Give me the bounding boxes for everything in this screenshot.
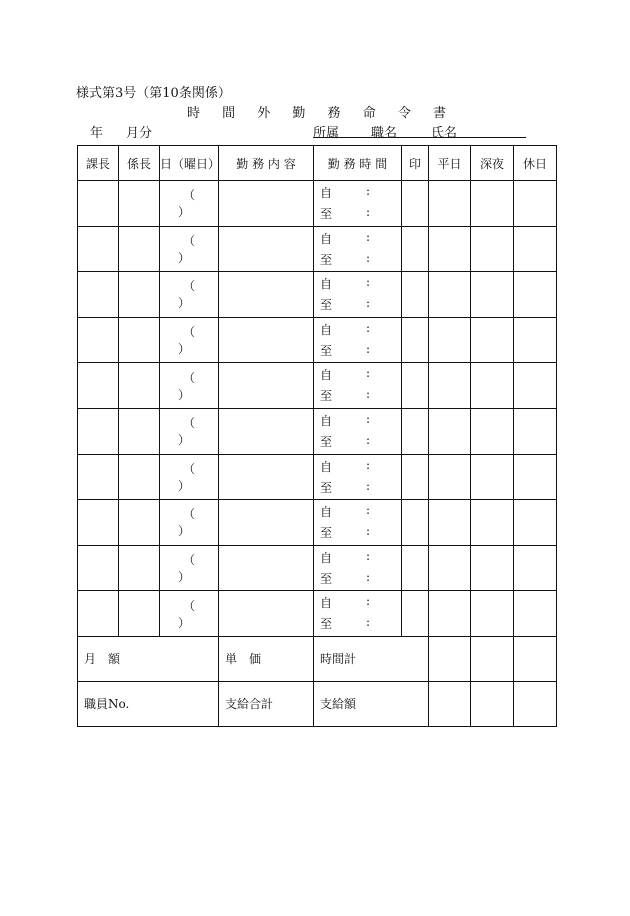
weekday-cell[interactable] bbox=[429, 454, 471, 500]
month-label: 月分 bbox=[126, 126, 153, 141]
summary-row bbox=[78, 636, 557, 681]
seal-cell[interactable] bbox=[402, 545, 429, 591]
section-chief-stamp-cell[interactable] bbox=[78, 226, 119, 272]
work-time-cell[interactable] bbox=[314, 363, 402, 409]
night-cell[interactable] bbox=[471, 363, 514, 409]
time-to-line bbox=[320, 250, 371, 268]
seal-cell[interactable] bbox=[402, 454, 429, 500]
employee-no-cell[interactable] bbox=[78, 681, 219, 726]
night-pay-cell[interactable] bbox=[471, 681, 514, 726]
time-colon: : bbox=[366, 366, 371, 381]
work-content-cell[interactable] bbox=[219, 545, 314, 591]
unit-price-cell[interactable] bbox=[219, 636, 314, 681]
work-time-cell[interactable] bbox=[314, 181, 402, 227]
day-placeholder: （ ） bbox=[177, 325, 205, 357]
from-label: 自 bbox=[320, 459, 333, 474]
work-content-cell[interactable] bbox=[219, 591, 314, 637]
seal-cell[interactable] bbox=[402, 226, 429, 272]
column-header: 平日 bbox=[429, 146, 471, 181]
weekday-cell[interactable] bbox=[429, 181, 471, 227]
to-label: 至 bbox=[320, 617, 333, 632]
column-header: 日（曜日） bbox=[160, 146, 219, 181]
column-header: 勤 務 時 間 bbox=[314, 146, 402, 181]
payment-amount-label: 支給額 bbox=[320, 697, 357, 712]
column-header: 課長 bbox=[78, 146, 119, 181]
day-cell[interactable] bbox=[160, 454, 219, 500]
holiday-cell[interactable] bbox=[514, 408, 557, 454]
from-label: 自 bbox=[320, 550, 333, 565]
seal-cell[interactable] bbox=[402, 363, 429, 409]
time-colon: : bbox=[366, 275, 371, 290]
night-total-cell[interactable] bbox=[471, 636, 514, 681]
holiday-cell[interactable] bbox=[514, 181, 557, 227]
payment-amount-cell[interactable] bbox=[314, 681, 429, 726]
time-from-line bbox=[320, 594, 371, 611]
to-label: 至 bbox=[320, 252, 333, 267]
day-cell[interactable] bbox=[160, 591, 219, 637]
employee-no-label: 職員No. bbox=[84, 697, 130, 712]
work-time-cell[interactable] bbox=[314, 545, 402, 591]
holiday-cell[interactable] bbox=[514, 591, 557, 637]
work-content-cell[interactable] bbox=[219, 454, 314, 500]
night-cell[interactable] bbox=[471, 226, 514, 272]
time-to-line bbox=[320, 615, 371, 632]
header-row bbox=[78, 146, 557, 181]
holiday-cell[interactable] bbox=[514, 226, 557, 272]
from-label: 自 bbox=[320, 186, 333, 200]
from-label: 自 bbox=[320, 596, 333, 611]
table-row bbox=[78, 226, 557, 272]
from-label: 自 bbox=[320, 322, 333, 337]
summary-row bbox=[78, 681, 557, 726]
time-colon: : bbox=[366, 478, 371, 493]
total-hours-cell[interactable] bbox=[314, 636, 429, 681]
weekday-pay-cell[interactable] bbox=[429, 681, 471, 726]
day-placeholder: （ ） bbox=[177, 416, 205, 448]
night-cell[interactable] bbox=[471, 181, 514, 227]
work-time-cell[interactable] bbox=[314, 408, 402, 454]
time-from-line bbox=[320, 411, 371, 429]
work-content-cell[interactable] bbox=[219, 317, 314, 363]
holiday-total-cell[interactable] bbox=[514, 636, 557, 681]
weekday-cell[interactable] bbox=[429, 545, 471, 591]
affiliation-label: 所属 bbox=[313, 126, 340, 141]
time-to-line bbox=[320, 205, 371, 222]
column-header: 勤 務 内 容 bbox=[219, 146, 314, 181]
subsection-chief-stamp-cell[interactable] bbox=[119, 317, 160, 363]
day-cell[interactable] bbox=[160, 500, 219, 546]
weekday-cell[interactable] bbox=[429, 363, 471, 409]
section-chief-stamp-cell[interactable] bbox=[78, 181, 119, 227]
document-title: 時 間 外 勤 務 命 令 書 bbox=[187, 106, 455, 121]
day-cell[interactable] bbox=[160, 181, 219, 227]
weekday-cell[interactable] bbox=[429, 408, 471, 454]
work-content-cell[interactable] bbox=[219, 363, 314, 409]
work-time-cell[interactable] bbox=[314, 317, 402, 363]
work-content-cell[interactable] bbox=[219, 272, 314, 318]
table-row bbox=[78, 317, 557, 363]
time-colon: : bbox=[366, 205, 371, 219]
overtime-table bbox=[77, 145, 557, 727]
to-label: 至 bbox=[320, 207, 333, 221]
work-time-cell[interactable] bbox=[314, 272, 402, 318]
table-row bbox=[78, 454, 557, 500]
time-from-line bbox=[320, 548, 371, 566]
seal-cell[interactable] bbox=[402, 591, 429, 637]
from-label: 自 bbox=[320, 505, 333, 520]
to-label: 至 bbox=[320, 434, 333, 449]
to-label: 至 bbox=[320, 526, 333, 541]
holiday-cell[interactable] bbox=[514, 363, 557, 409]
job-title-label: 職名 bbox=[371, 126, 398, 141]
table-row bbox=[78, 363, 557, 409]
weekday-cell[interactable] bbox=[429, 591, 471, 637]
day-placeholder: （ ） bbox=[177, 461, 205, 493]
work-time-cell[interactable] bbox=[314, 226, 402, 272]
time-colon: : bbox=[366, 411, 371, 426]
time-colon: : bbox=[366, 524, 371, 539]
time-from-line bbox=[320, 184, 371, 201]
section-chief-stamp-cell[interactable] bbox=[78, 408, 119, 454]
seal-cell[interactable] bbox=[402, 408, 429, 454]
year-label: 年 bbox=[90, 126, 104, 141]
holiday-cell[interactable] bbox=[514, 545, 557, 591]
from-label: 自 bbox=[320, 277, 333, 292]
to-label: 至 bbox=[320, 389, 333, 404]
time-from-line bbox=[320, 229, 371, 247]
table-row bbox=[78, 272, 557, 318]
day-cell[interactable] bbox=[160, 545, 219, 591]
section-chief-stamp-cell[interactable] bbox=[78, 272, 119, 318]
table-row bbox=[78, 181, 557, 227]
section-chief-stamp-cell[interactable] bbox=[78, 363, 119, 409]
time-to-line bbox=[320, 432, 371, 450]
from-label: 自 bbox=[320, 231, 333, 246]
section-chief-stamp-cell[interactable] bbox=[78, 500, 119, 546]
subsection-chief-stamp-cell[interactable] bbox=[119, 500, 160, 546]
affiliation-line bbox=[313, 121, 526, 141]
subsection-chief-stamp-cell[interactable] bbox=[119, 363, 160, 409]
payment-total-label: 支給合計 bbox=[225, 697, 274, 712]
from-label: 自 bbox=[320, 413, 333, 428]
holiday-cell[interactable] bbox=[514, 500, 557, 546]
night-cell[interactable] bbox=[471, 454, 514, 500]
time-to-line bbox=[320, 569, 371, 587]
subsection-chief-stamp-cell[interactable] bbox=[119, 408, 160, 454]
night-cell[interactable] bbox=[471, 500, 514, 546]
subsection-chief-stamp-cell[interactable] bbox=[119, 454, 160, 500]
day-placeholder: （ ） bbox=[177, 370, 205, 402]
day-cell[interactable] bbox=[160, 272, 219, 318]
seal-cell[interactable] bbox=[402, 317, 429, 363]
time-colon: : bbox=[366, 341, 371, 356]
subsection-chief-stamp-cell[interactable] bbox=[119, 226, 160, 272]
time-colon: : bbox=[366, 548, 371, 563]
section-chief-stamp-cell[interactable] bbox=[78, 454, 119, 500]
night-cell[interactable] bbox=[471, 408, 514, 454]
time-colon: : bbox=[366, 250, 371, 265]
time-colon: : bbox=[366, 432, 371, 447]
time-colon: : bbox=[366, 387, 371, 402]
day-cell[interactable] bbox=[160, 408, 219, 454]
column-header: 係長 bbox=[119, 146, 160, 181]
table-row bbox=[78, 545, 557, 591]
weekday-cell[interactable] bbox=[429, 272, 471, 318]
work-content-cell[interactable] bbox=[219, 500, 314, 546]
time-colon: : bbox=[366, 594, 371, 609]
day-placeholder: （ ） bbox=[177, 553, 205, 585]
day-cell[interactable] bbox=[160, 363, 219, 409]
name-label: 氏名 bbox=[431, 126, 458, 141]
day-cell[interactable] bbox=[160, 226, 219, 272]
day-placeholder: （ ） bbox=[177, 507, 205, 539]
subsection-chief-stamp-cell[interactable] bbox=[119, 591, 160, 637]
table-row bbox=[78, 591, 557, 637]
time-from-line bbox=[320, 366, 371, 383]
section-chief-stamp-cell[interactable] bbox=[78, 545, 119, 591]
time-colon: : bbox=[366, 184, 371, 198]
night-cell[interactable] bbox=[471, 591, 514, 637]
time-from-line bbox=[320, 457, 371, 475]
monthly-amount-cell[interactable] bbox=[78, 636, 219, 681]
seal-cell[interactable] bbox=[402, 181, 429, 227]
time-to-line bbox=[320, 387, 371, 404]
night-cell[interactable] bbox=[471, 545, 514, 591]
time-to-line bbox=[320, 341, 371, 359]
time-colon: : bbox=[366, 320, 371, 335]
monthly-amount-label: 月 額 bbox=[84, 652, 121, 667]
to-label: 至 bbox=[320, 298, 333, 313]
total-hours-label: 時間計 bbox=[320, 652, 357, 667]
weekday-cell[interactable] bbox=[429, 317, 471, 363]
work-time-cell[interactable] bbox=[314, 591, 402, 637]
time-colon: : bbox=[366, 503, 371, 518]
to-label: 至 bbox=[320, 480, 333, 495]
to-label: 至 bbox=[320, 343, 333, 358]
from-label: 自 bbox=[320, 368, 333, 383]
payment-total-cell[interactable] bbox=[219, 681, 314, 726]
seal-cell[interactable] bbox=[402, 272, 429, 318]
time-colon: : bbox=[366, 296, 371, 311]
day-placeholder: （ ） bbox=[177, 598, 205, 630]
seal-cell[interactable] bbox=[402, 500, 429, 546]
form-number-label: 様式第3号（第10条関係） bbox=[76, 86, 231, 101]
day-cell[interactable] bbox=[160, 317, 219, 363]
column-header: 印 bbox=[402, 146, 429, 181]
work-time-cell[interactable] bbox=[314, 454, 402, 500]
day-placeholder: （ ） bbox=[177, 279, 205, 311]
section-chief-stamp-cell[interactable] bbox=[78, 317, 119, 363]
holiday-cell[interactable] bbox=[514, 454, 557, 500]
subsection-chief-stamp-cell[interactable] bbox=[119, 545, 160, 591]
time-from-line bbox=[320, 320, 371, 338]
subsection-chief-stamp-cell[interactable] bbox=[119, 272, 160, 318]
time-from-line bbox=[320, 503, 371, 520]
day-placeholder: （ ） bbox=[177, 188, 205, 220]
night-cell[interactable] bbox=[471, 317, 514, 363]
work-time-cell[interactable] bbox=[314, 500, 402, 546]
holiday-cell[interactable] bbox=[514, 317, 557, 363]
time-colon: : bbox=[366, 615, 371, 630]
time-to-line bbox=[320, 524, 371, 541]
table-row bbox=[78, 408, 557, 454]
subsection-chief-stamp-cell[interactable] bbox=[119, 181, 160, 227]
day-placeholder: （ ） bbox=[177, 233, 205, 265]
time-to-line bbox=[320, 478, 371, 496]
time-to-line bbox=[320, 296, 371, 313]
time-colon: : bbox=[366, 457, 371, 472]
holiday-cell[interactable] bbox=[514, 272, 557, 318]
work-content-cell[interactable] bbox=[219, 181, 314, 227]
weekday-total-cell[interactable] bbox=[429, 636, 471, 681]
time-from-line bbox=[320, 275, 371, 292]
work-content-cell[interactable] bbox=[219, 408, 314, 454]
night-cell[interactable] bbox=[471, 272, 514, 318]
table-row bbox=[78, 500, 557, 546]
weekday-cell[interactable] bbox=[429, 226, 471, 272]
section-chief-stamp-cell[interactable] bbox=[78, 591, 119, 637]
time-colon: : bbox=[366, 229, 371, 244]
to-label: 至 bbox=[320, 571, 333, 586]
unit-price-label: 単 価 bbox=[225, 652, 262, 667]
time-colon: : bbox=[366, 569, 371, 584]
holiday-pay-cell[interactable] bbox=[514, 681, 557, 726]
column-header: 休日 bbox=[514, 146, 557, 181]
weekday-cell[interactable] bbox=[429, 500, 471, 546]
column-header: 深夜 bbox=[471, 146, 514, 181]
work-content-cell[interactable] bbox=[219, 226, 314, 272]
